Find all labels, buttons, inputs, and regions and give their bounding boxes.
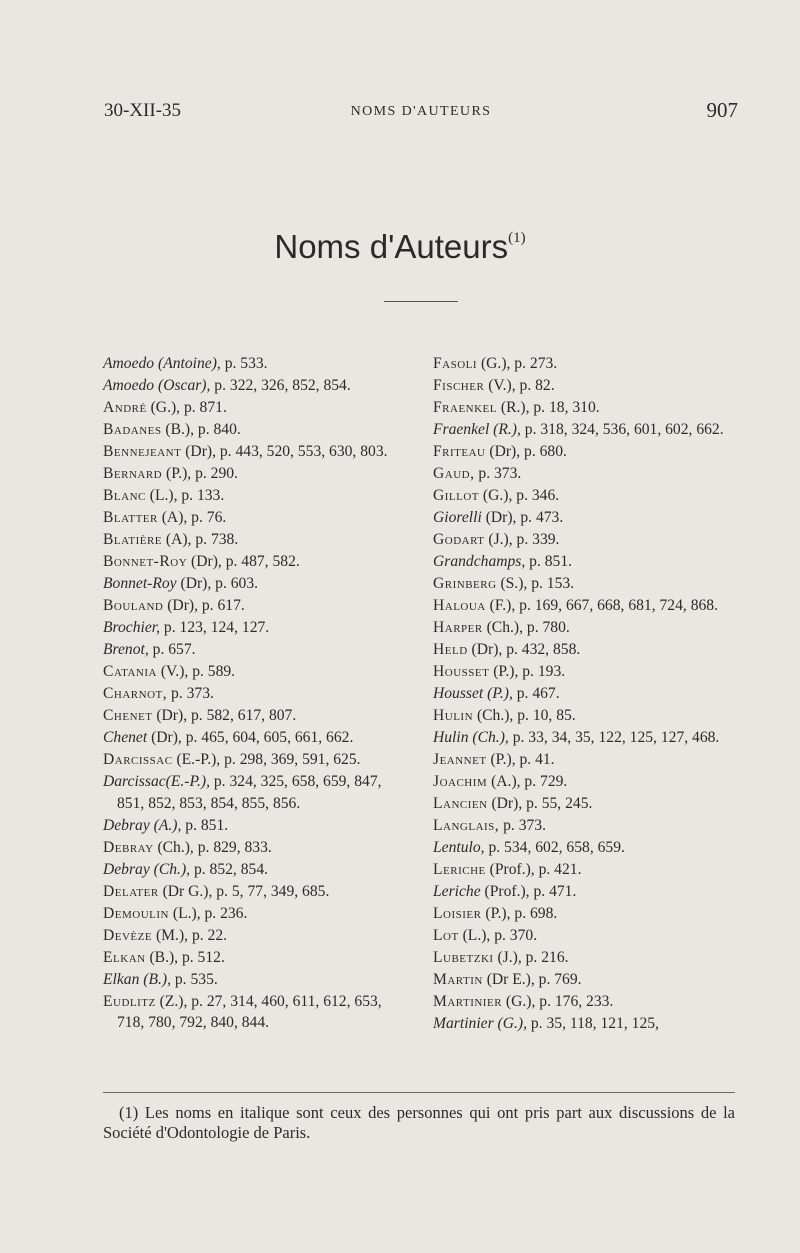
index-entry [103,375,403,397]
page-references: (V.), p. 82. [484,377,555,394]
index-entry [433,727,733,749]
author-name: Bonnet-Roy [103,553,188,570]
author-name: Housset [433,663,490,680]
author-name: Gaud, [433,465,475,482]
index-entry [433,353,733,375]
page-references: p. 33, 34, 35, 122, 125, 127, 468. [508,729,720,746]
page-references: (G.), p. 346. [479,487,560,504]
page-references: (M.), p. 22. [152,926,228,944]
index-entry [433,859,733,881]
page-references: (Ch.), p. 10, 85. [473,707,576,724]
page-references: p. 322, 326, 852, 854. [210,377,351,394]
footnote-ref: (1) [508,230,526,246]
author-name: Hulin (Ch.), [433,729,509,746]
page-references: (P.), p. 193. [489,663,566,680]
page-references: (Dr G.), p. 5, 77, 349, 685. [158,882,330,900]
index-entry [103,529,403,551]
author-name: Chenet [103,707,153,724]
index-entry [103,881,403,903]
page-references: p. 467. [512,685,560,702]
page-references: p. 324, 325, 658, 659, 847, 851, 852, 853, 854, 855, 856. [117,773,382,812]
index-entry [433,705,733,727]
index-entry [433,903,733,925]
index-entry [103,595,403,617]
issue-date: 30-XII-35 [104,100,182,121]
page-references: (Dr), p. 680. [485,443,567,460]
index-entry [103,419,403,441]
index-entry [433,529,733,551]
author-name: Darcissac(E.-P.), [103,773,210,790]
page-references: (A), p. 738. [162,531,239,548]
index-entry [103,485,403,507]
page-references: (Dr), p. 487, 582. [187,553,300,570]
index-entry [103,771,403,814]
author-name: Lubetzki [433,949,494,966]
index-entry [103,661,403,683]
author-name: Martinier (G.), [433,1015,527,1032]
index-entry [433,617,733,639]
index-entry [103,353,403,375]
author-name: Grinberg [433,575,497,592]
author-name: Delater [103,882,159,900]
index-entry [103,573,403,595]
author-name: Lot [433,927,459,944]
author-name: Elkan [103,948,146,966]
index-entry [433,749,733,771]
index-entry [103,617,403,639]
author-name: Hulin [433,707,474,724]
page-references: p. 851. [525,553,573,570]
page-title-text: Noms d'Auteurs [274,228,509,265]
page-references: (R.), p. 18, 310. [497,399,600,416]
page-references: p. 535. [170,970,218,988]
page-references: (L.), p. 236. [168,904,248,922]
page-references: (P.), p. 290. [162,465,238,482]
author-name: Gillot [433,487,480,504]
index-entry [103,639,403,661]
page-references: (Prof.), p. 471. [480,883,577,900]
author-name: Blanc [103,487,146,504]
author-name: Lentulo, [433,839,485,856]
index-entry [433,793,733,815]
author-name: Lancien [433,795,488,812]
author-name: Badanes [103,421,162,438]
page-references: (Dr), p. 465, 604, 605, 661, 662. [147,729,354,746]
author-name: Charnot, [103,685,168,702]
page-references: (J.), p. 216. [493,949,569,966]
page-references: (E.-P.), p. 298, 369, 591, 625. [172,751,361,768]
author-name: Brenot, [103,641,149,658]
running-head [104,100,738,130]
index-entry [433,683,733,705]
index-entry [103,397,403,419]
page-references: (Ch.), p. 780. [482,619,570,636]
index-entry [103,925,403,947]
page-references: (G.), p. 871. [146,399,227,416]
author-name: Debray [103,838,154,856]
page-references: (Z.), p. 27, 314, 460, 611, 612, 653, 718, 780, 792, 840, 844. [117,992,382,1031]
page-references: (L.), p. 133. [145,487,225,504]
index-entry [103,507,403,529]
index-entry [433,639,733,661]
author-name: André [103,399,147,416]
index-entry [433,507,733,529]
author-name: Martin [433,971,483,988]
author-name: Blatière [103,531,163,548]
index-entry [103,837,403,859]
author-name: Friteau [433,443,486,460]
index-entry [433,947,733,969]
index-entry [433,441,733,463]
author-name: Housset (P.), [433,685,513,702]
page-references: (Dr), p. 55, 245. [487,795,593,812]
index-entry [103,727,403,749]
page-references: p. 318, 324, 536, 601, 602, 662. [520,421,724,438]
page-references: (P.), p. 41. [486,751,555,768]
author-name: Godart [433,531,485,548]
page-references: (Dr), p. 617. [163,597,245,614]
page-references: (Dr), p. 443, 520, 553, 630, 803. [181,443,388,460]
author-name: Fraenkel [433,399,497,416]
author-name: Haloua [433,597,486,614]
author-name: Langlais, [433,817,500,834]
index-entry [433,837,733,859]
index-entry [433,419,733,441]
page-references: (V.), p. 589. [156,663,236,680]
index-entry [433,595,733,617]
author-name: Leriche [433,883,481,900]
author-name: Bernard [103,465,163,482]
page-references: p. 534, 602, 658, 659. [484,839,625,856]
author-name: Darcissac [103,751,173,768]
author-name: Devèze [103,926,153,944]
index-entry [433,925,733,947]
author-name: Demoulin [103,904,169,922]
page-references: p. 373. [499,817,546,834]
right-column [433,353,733,1035]
left-column [103,353,403,1034]
section-title: NOMS D'AUTEURS [350,104,492,119]
author-name: Harper [433,619,483,636]
page-references: (A.), p. 729. [487,773,568,790]
index-entry [103,815,403,837]
index-entry [433,991,733,1013]
index-entry [103,683,403,705]
page-references: p. 373. [167,685,214,702]
author-name: Blatter [103,509,158,526]
index-entry [433,463,733,485]
page-references: p. 35, 118, 121, 125, [526,1015,659,1032]
page-references: (S.), p. 153. [496,575,575,592]
index-entry [103,441,403,463]
author-name: Eudlitz [103,992,156,1010]
page-references: (G.), p. 273. [477,355,558,372]
footnote-divider [103,1092,735,1093]
index-entry [433,1013,733,1035]
page-references: p. 373. [474,465,522,482]
author-name: Leriche [433,861,486,878]
author-name: Bonnet-Roy [103,575,177,592]
page-title [0,228,800,266]
page-references: (Ch.), p. 829, 833. [153,838,272,856]
index-entry [433,551,733,573]
index-entry [103,859,403,881]
page-references: (Dr), p. 582, 617, 807. [152,707,297,724]
author-name: Grandchamps, [433,553,526,570]
author-name: Loisier [433,905,482,922]
page-references: (J.), p. 339. [484,531,560,548]
author-name: Elkan (B.), [103,970,171,988]
author-name: Joachim [433,773,488,790]
author-name: Fraenkel (R.), [433,421,521,438]
index-entry [433,815,733,837]
index-entry [103,551,403,573]
index-entry [103,463,403,485]
index-entry [103,969,403,991]
author-name: Bennejeant [103,443,182,460]
page-references: (L.), p. 370. [458,927,538,944]
index-entry [433,573,733,595]
author-name: Catania [103,663,157,680]
index-entry [433,881,733,903]
page-references: (Dr), p. 603. [176,575,259,592]
page-references: (A), p. 76. [157,509,227,526]
index-entry [433,397,733,419]
title-divider [384,301,458,302]
index-entry [433,375,733,397]
page-references: (B.), p. 840. [161,421,241,438]
page-references: (Dr), p. 432, 858. [467,641,581,658]
index-entry [433,485,733,507]
index-entry [103,903,403,925]
author-name: Chenet [103,729,148,746]
page-references: (F.), p. 169, 667, 668, 681, 724, 868. [485,597,718,614]
author-name: Debray (A.), [103,816,182,834]
author-name: Fischer [433,377,485,394]
page-references: (Prof.), p. 421. [485,861,582,878]
author-name: Fasoli [433,355,478,372]
page-references: (P.), p. 698. [481,905,558,922]
page-references: (Dr E.), p. 769. [482,971,582,988]
author-name: Bouland [103,597,164,614]
index-entry [433,969,733,991]
author-name: Debray (Ch.), [103,860,191,878]
index-entry [103,705,403,727]
page-references: p. 851. [181,816,229,834]
page-references: p. 533. [220,355,268,372]
index-entry [433,771,733,793]
author-name: Martinier [433,993,503,1010]
page-number: 907 [706,98,738,122]
index-entry [433,661,733,683]
page-references: p. 852, 854. [190,860,269,878]
page-references: p. 123, 124, 127. [160,619,270,636]
footnote: (1) Les noms en italique sont ceux des personnes qui ont pris part aux discussions de la Société d'Odontologie de Paris. [103,1103,735,1142]
page-references: (B.), p. 512. [145,948,225,966]
author-name: Jeannet [433,751,487,768]
author-name: Giorelli [433,509,482,526]
index-entry [103,947,403,969]
index-entry [103,991,403,1034]
page-references: (Dr), p. 473. [481,509,564,526]
author-name: Held [433,641,468,658]
page-references: p. 657. [148,641,196,658]
author-name: Brochier, [103,619,161,636]
page-references: (G.), p. 176, 233. [502,993,614,1010]
index-entry [103,749,403,771]
author-name: Amoedo (Oscar), [103,377,211,394]
author-name: Amoedo (Antoine), [103,355,221,372]
